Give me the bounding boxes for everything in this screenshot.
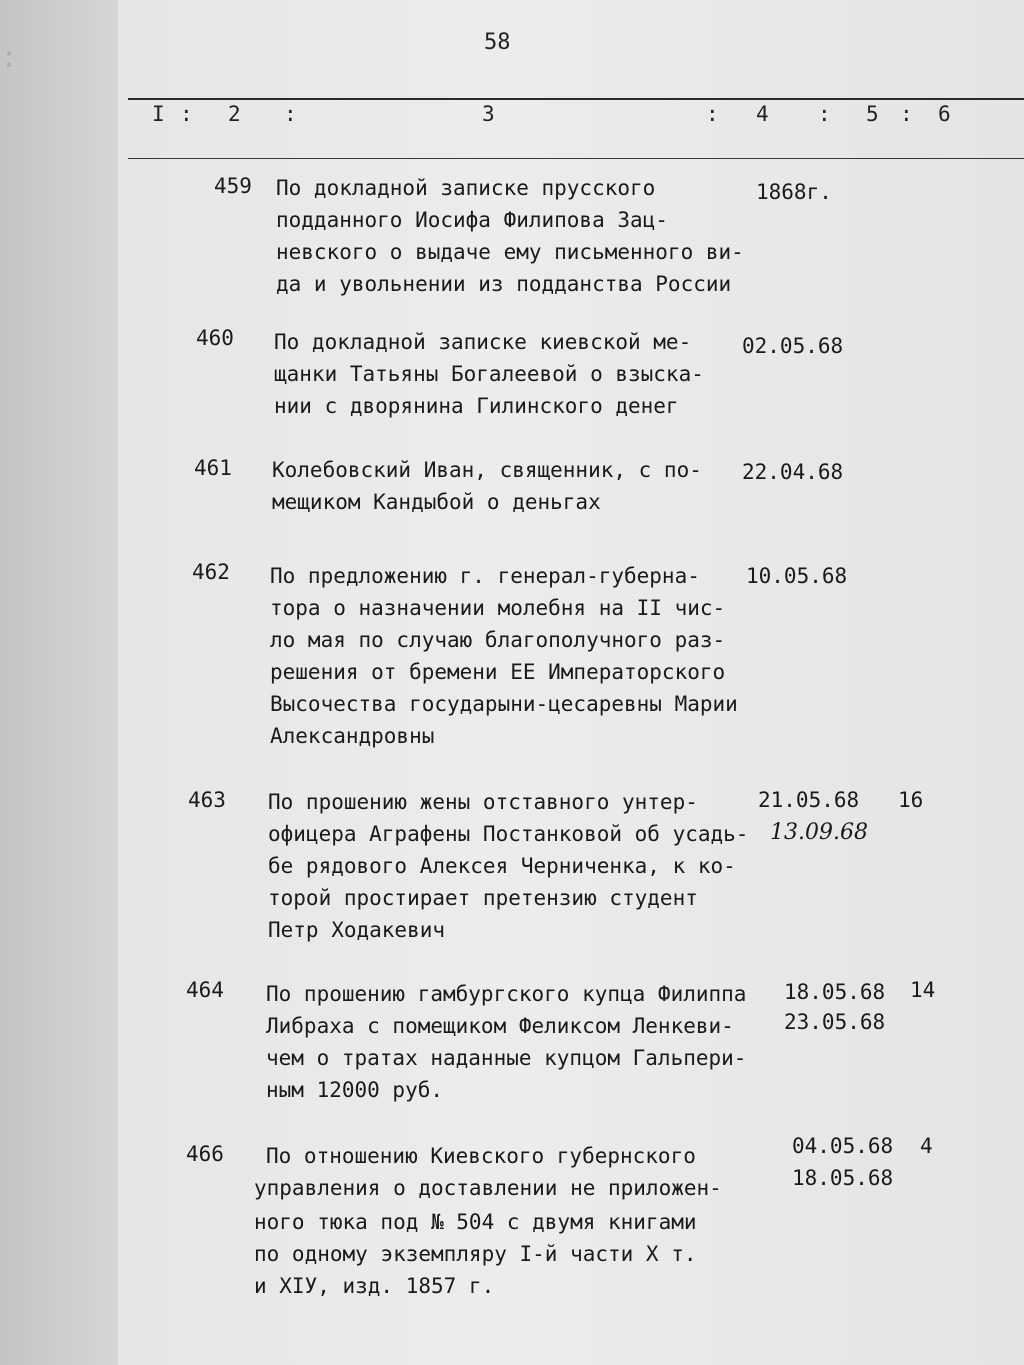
entry-text-line: Либраха с помещиком Феликсом Ленкеви-	[266, 1014, 734, 1038]
entry-sheets: 16	[898, 788, 924, 812]
entry-text-line: нии с дворянина Гилинского денег	[274, 394, 679, 418]
entry-text-line: По прошению гамбургского купца Филиппа	[266, 982, 747, 1006]
entry-text-line: ло мая по случаю благополучного раз-	[270, 628, 726, 652]
header-top-rule	[128, 98, 1024, 100]
entry-number: 461	[194, 456, 232, 480]
header-bottom-rule	[128, 158, 1024, 159]
entry-text-line: По предложению г. генерал-губерна-	[270, 564, 700, 588]
entry-text-line: по одному экземпляру I-й части X т.	[254, 1242, 697, 1266]
entry-text-line: управления о доставлении не приложен-	[254, 1176, 722, 1200]
entry-date: 02.05.68	[742, 334, 844, 358]
entry-text-line: Высочества государыни-цесаревны Марии	[270, 692, 738, 716]
entry-text-line: Петр Ходакевич	[268, 918, 446, 942]
entry-date: 10.05.68	[746, 564, 848, 588]
entry-number: 459	[214, 174, 252, 198]
margin-mark: :	[0, 40, 20, 75]
entry-date: 18.05.68	[784, 980, 886, 1004]
entry-date: 18.05.68	[792, 1166, 894, 1190]
entry-text-line: да и увольнении из подданства России	[276, 272, 732, 296]
header-col-2: 2	[228, 102, 241, 126]
entry-text-line: торой простирает претензию студент	[268, 886, 698, 910]
header-separator: :	[706, 102, 719, 126]
header-col-6: 6	[938, 102, 951, 126]
entry-text-line: и XIУ, изд. 1857 г.	[254, 1274, 495, 1298]
entry-text-line: офицера Аграфены Постанковой об усадь-	[268, 822, 749, 846]
header-separator: :	[818, 102, 831, 126]
entry-number: 460	[196, 326, 234, 350]
entry-text-line: подданного Иосифа Филипова Зац-	[276, 208, 668, 232]
entry-date: 04.05.68	[792, 1134, 894, 1158]
header-col-4: 4	[756, 102, 769, 126]
entry-date: 22.04.68	[742, 460, 844, 484]
entry-text-line: По докладной записке киевской ме-	[274, 330, 692, 354]
entry-date: 23.05.68	[784, 1010, 886, 1034]
entry-text-line: Колебовский Иван, священник, с по-	[272, 458, 702, 482]
entry-number: 464	[186, 978, 224, 1002]
entry-text-line: Александровны	[270, 724, 435, 748]
entry-text-line: невского о выдаче ему письменного ви-	[276, 240, 744, 264]
previous-page-edge	[0, 0, 118, 1365]
entry-number: 463	[188, 788, 226, 812]
entry-date: 1868г.	[756, 180, 832, 204]
entry-text-line: По докладной записке прусского	[276, 176, 656, 200]
entry-text-line: По отношению Киевского губернского	[266, 1144, 696, 1168]
header-separator: :	[284, 102, 297, 126]
entry-sheets: 14	[910, 978, 936, 1002]
header-separator: :	[900, 102, 913, 126]
entry-text-line: решения от бремени ЕЕ Императорского	[270, 660, 726, 684]
entry-text-line: тора о назначении молебня на II чис-	[270, 596, 726, 620]
entry-sheets: 4	[920, 1134, 933, 1158]
header-col-5: 5	[866, 102, 879, 126]
page-number: 58	[484, 30, 511, 55]
header-separator: :	[180, 102, 193, 126]
entry-text-line: бе рядового Алексея Черниченка, к ко-	[268, 854, 736, 878]
entry-text-line: По прошению жены отставного унтер-	[268, 790, 698, 814]
entry-number: 466	[186, 1142, 224, 1166]
entry-text-line: щанки Татьяны Богалеевой о взыска-	[274, 362, 704, 386]
entry-number: 462	[192, 560, 230, 584]
entry-text-line: ного тюка под № 504 с двумя книгами	[254, 1210, 697, 1234]
entry-text-line: чем о тратах наданные купцом Гальпери-	[266, 1046, 747, 1070]
entry-date-handwritten: 13.09.68	[770, 820, 868, 845]
entry-text-line: ным 12000 руб.	[266, 1078, 444, 1102]
header-col-3: 3	[482, 102, 495, 126]
header-col-1: I	[152, 102, 165, 126]
entry-date: 21.05.68	[758, 788, 860, 812]
entry-text-line: мещиком Кандыбой о деньгах	[272, 490, 601, 514]
